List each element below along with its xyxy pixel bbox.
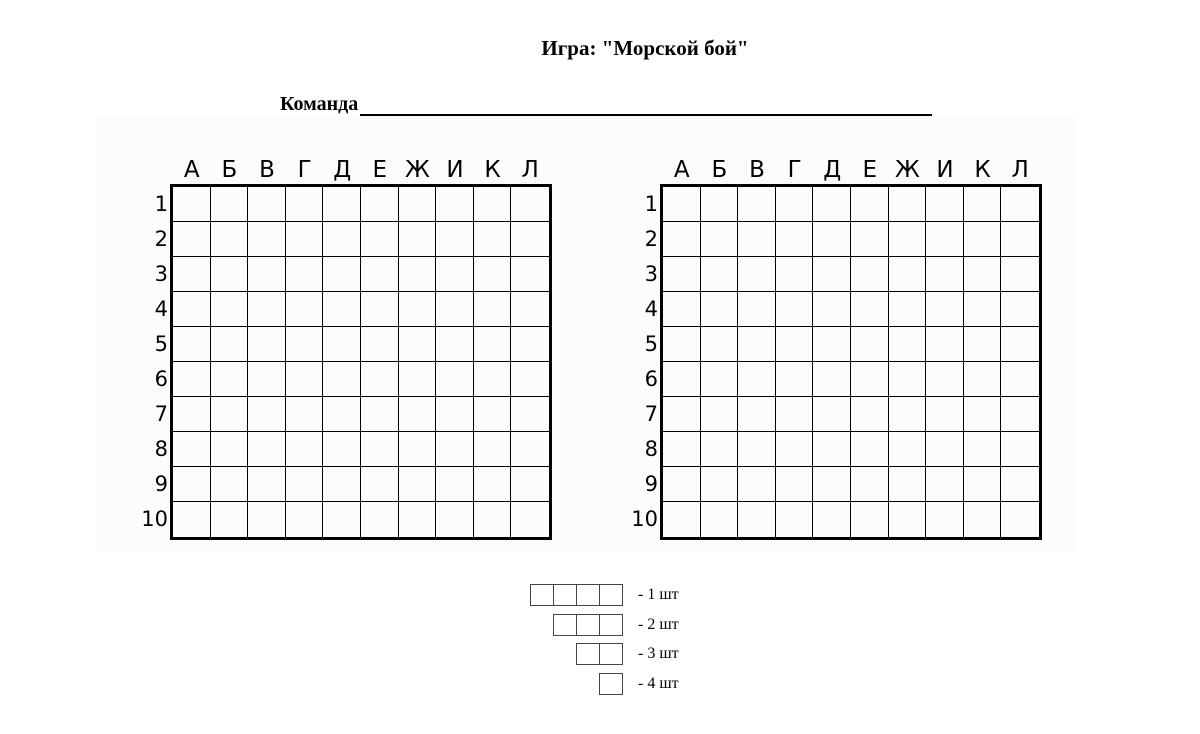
ship-icon (554, 614, 623, 636)
board-cell[interactable] (964, 502, 1002, 537)
board-cell[interactable] (663, 432, 701, 467)
board-cell[interactable] (926, 222, 964, 257)
board-cell[interactable] (286, 362, 324, 397)
board-cell[interactable] (1001, 292, 1039, 327)
column-label: Л (521, 157, 539, 183)
board-cell[interactable] (248, 187, 286, 222)
board-cell[interactable] (851, 432, 889, 467)
board-cell[interactable] (511, 397, 549, 432)
board-cell[interactable] (889, 432, 927, 467)
board-cell[interactable] (738, 397, 776, 432)
row-label: 6 (644, 367, 658, 391)
board-cell[interactable] (813, 397, 851, 432)
legend-count: - 3 шт (638, 645, 679, 662)
row-label: 9 (154, 472, 168, 496)
board-cell[interactable] (663, 362, 701, 397)
board-cell[interactable] (248, 362, 286, 397)
board-cell[interactable] (173, 292, 211, 327)
board-cell[interactable] (511, 222, 549, 257)
board-cell[interactable] (813, 432, 851, 467)
board-cell[interactable] (776, 502, 814, 537)
board-cell[interactable] (399, 187, 437, 222)
row-label: 5 (644, 332, 658, 356)
board-cell[interactable] (436, 397, 474, 432)
row-label: 8 (154, 437, 168, 461)
board-cell[interactable] (738, 362, 776, 397)
column-label: В (259, 157, 275, 183)
board-cell[interactable] (399, 327, 437, 362)
board-cell[interactable] (851, 397, 889, 432)
column-label: Ж (895, 157, 920, 183)
board-cell[interactable] (323, 292, 361, 327)
board-cell[interactable] (323, 467, 361, 502)
board-cell[interactable] (738, 327, 776, 362)
board-cell[interactable] (511, 327, 549, 362)
board-cell[interactable] (173, 222, 211, 257)
board-cell[interactable] (926, 257, 964, 292)
board-cell[interactable] (286, 397, 324, 432)
board-cell[interactable] (399, 222, 437, 257)
row-label: 8 (644, 437, 658, 461)
boards-sheet (96, 116, 1074, 552)
board-cell[interactable] (248, 292, 286, 327)
column-label: Ж (405, 157, 430, 183)
board-cell[interactable] (964, 257, 1002, 292)
board-cell[interactable] (813, 467, 851, 502)
board-cell[interactable] (323, 187, 361, 222)
board-cell[interactable] (436, 362, 474, 397)
column-label: Б (711, 157, 728, 183)
board-cell[interactable] (211, 327, 249, 362)
column-label: Г (297, 157, 312, 183)
board-cell[interactable] (701, 362, 739, 397)
board-cell[interactable] (1001, 502, 1039, 537)
board-cell[interactable] (211, 362, 249, 397)
board-cell[interactable] (474, 467, 512, 502)
board-cell[interactable] (738, 467, 776, 502)
board-cell[interactable] (511, 257, 549, 292)
board-grid (170, 184, 552, 540)
board-cell[interactable] (211, 222, 249, 257)
column-label: Е (862, 157, 878, 183)
board-cell[interactable] (889, 502, 927, 537)
board-cell[interactable] (474, 327, 512, 362)
row-label: 1 (154, 192, 168, 216)
board-cell[interactable] (173, 467, 211, 502)
column-label: Е (372, 157, 388, 183)
board-cell[interactable] (776, 292, 814, 327)
board-cell[interactable] (701, 187, 739, 222)
board-cell[interactable] (738, 292, 776, 327)
board-cell[interactable] (436, 222, 474, 257)
board-cell[interactable] (323, 432, 361, 467)
board-cell[interactable] (474, 222, 512, 257)
row-label: 10 (141, 507, 168, 531)
board-cell[interactable] (663, 257, 701, 292)
board-cell[interactable] (663, 397, 701, 432)
board-cell[interactable] (813, 187, 851, 222)
column-label: Б (221, 157, 238, 183)
board-cell[interactable] (701, 432, 739, 467)
board-cell[interactable] (813, 292, 851, 327)
row-label: 10 (631, 507, 658, 531)
board-cell[interactable] (889, 467, 927, 502)
board-cell[interactable] (851, 257, 889, 292)
row-label: 5 (154, 332, 168, 356)
column-label: А (673, 157, 690, 183)
board-cell[interactable] (926, 502, 964, 537)
row-label: 4 (154, 297, 168, 321)
board-cell[interactable] (361, 397, 399, 432)
board-cell[interactable] (323, 257, 361, 292)
board-cell[interactable] (173, 432, 211, 467)
board-cell[interactable] (851, 502, 889, 537)
board-cell[interactable] (211, 187, 249, 222)
board-cell[interactable] (248, 432, 286, 467)
board-cell[interactable] (1001, 432, 1039, 467)
board-cell[interactable] (361, 292, 399, 327)
board-cell[interactable] (889, 362, 927, 397)
board-cell[interactable] (323, 502, 361, 537)
board-cell[interactable] (436, 292, 474, 327)
board-cell[interactable] (926, 327, 964, 362)
column-label: Л (1011, 157, 1029, 183)
board-cell[interactable] (286, 327, 324, 362)
board-cell[interactable] (511, 362, 549, 397)
board-cell[interactable] (323, 362, 361, 397)
board-cell[interactable] (813, 222, 851, 257)
row-label: 9 (644, 472, 658, 496)
board-cell[interactable] (1001, 222, 1039, 257)
board-cell[interactable] (361, 222, 399, 257)
board-cell[interactable] (813, 362, 851, 397)
board-cell[interactable] (436, 467, 474, 502)
board-cell[interactable] (286, 502, 324, 537)
board-cell[interactable] (361, 467, 399, 502)
board-cell[interactable] (399, 257, 437, 292)
board-cell[interactable] (248, 502, 286, 537)
legend-count: - 2 шт (638, 615, 679, 633)
board-cell[interactable] (1001, 467, 1039, 502)
board-cell[interactable] (399, 502, 437, 537)
ship-icon (577, 643, 623, 665)
legend-count: - 1 шт (638, 586, 679, 603)
board-cell[interactable] (701, 257, 739, 292)
board-cell[interactable] (361, 257, 399, 292)
row-label: 6 (154, 367, 168, 391)
board-cell[interactable] (248, 222, 286, 257)
board-cell[interactable] (964, 187, 1002, 222)
board-cell[interactable] (889, 292, 927, 327)
board-cell[interactable] (851, 292, 889, 327)
board-cell[interactable] (436, 502, 474, 537)
board-cell[interactable] (474, 292, 512, 327)
legend-item (520, 673, 740, 695)
board-cell[interactable] (436, 187, 474, 222)
board-cell[interactable] (474, 432, 512, 467)
board-cell[interactable] (211, 257, 249, 292)
game-title: Игра: "Морской бой" (541, 36, 749, 60)
board-cell[interactable] (399, 432, 437, 467)
board-cell[interactable] (286, 292, 324, 327)
board-cell[interactable] (211, 467, 249, 502)
board-cell[interactable] (926, 292, 964, 327)
board-cell[interactable] (286, 187, 324, 222)
board-cell[interactable] (701, 222, 739, 257)
board-cell[interactable] (926, 397, 964, 432)
board-grid (660, 184, 1042, 540)
board-cell[interactable] (511, 467, 549, 502)
board-cell[interactable] (889, 397, 927, 432)
board-cell[interactable] (399, 467, 437, 502)
board-cell[interactable] (323, 327, 361, 362)
board-cell[interactable] (964, 292, 1002, 327)
board-cell[interactable] (964, 362, 1002, 397)
board-cell[interactable] (701, 292, 739, 327)
board-cell[interactable] (361, 187, 399, 222)
board-cell[interactable] (361, 362, 399, 397)
board-cell[interactable] (776, 397, 814, 432)
column-label: Д (823, 157, 842, 183)
board-cell[interactable] (211, 502, 249, 537)
board-cell[interactable] (701, 327, 739, 362)
board-cell[interactable] (286, 432, 324, 467)
board-cell[interactable] (248, 467, 286, 502)
row-label: 7 (644, 402, 658, 426)
ship-icon (531, 584, 623, 606)
board-cell[interactable] (964, 467, 1002, 502)
column-label: И (936, 157, 954, 183)
row-label: 1 (644, 192, 658, 216)
board-cell[interactable] (1001, 257, 1039, 292)
board-cell[interactable] (738, 432, 776, 467)
board-cell[interactable] (248, 327, 286, 362)
board-cell[interactable] (436, 327, 474, 362)
board-cell[interactable] (173, 362, 211, 397)
team-name-line[interactable] (360, 92, 932, 116)
board-cell[interactable] (663, 467, 701, 502)
board-cell[interactable] (738, 187, 776, 222)
board-cell[interactable] (738, 257, 776, 292)
board-cell[interactable] (211, 292, 249, 327)
board-cell[interactable] (323, 397, 361, 432)
board-cell[interactable] (926, 187, 964, 222)
board-cell[interactable] (964, 397, 1002, 432)
team-label: Команда (280, 93, 359, 115)
board-cell[interactable] (173, 502, 211, 537)
row-label: 2 (644, 227, 658, 251)
legend-count: - 4 шт (638, 674, 679, 692)
board-cell[interactable] (361, 502, 399, 537)
board-cell[interactable] (436, 257, 474, 292)
board-cell[interactable] (173, 187, 211, 222)
board-cell[interactable] (851, 222, 889, 257)
legend-item (520, 584, 740, 606)
column-label: И (446, 157, 464, 183)
board-cell[interactable] (851, 362, 889, 397)
legend-item (520, 643, 740, 665)
board-cell[interactable] (813, 257, 851, 292)
board-cell[interactable] (738, 502, 776, 537)
board-cell[interactable] (776, 327, 814, 362)
board-cell[interactable] (399, 362, 437, 397)
row-label: 7 (154, 402, 168, 426)
board-cell[interactable] (1001, 187, 1039, 222)
column-label: К (484, 157, 501, 183)
board-cell[interactable] (211, 397, 249, 432)
board-cell[interactable] (361, 432, 399, 467)
board-cell[interactable] (776, 467, 814, 502)
board-cell[interactable] (813, 327, 851, 362)
board-cell[interactable] (436, 432, 474, 467)
row-label: 4 (644, 297, 658, 321)
board-cell[interactable] (889, 187, 927, 222)
board-cell[interactable] (361, 327, 399, 362)
board-cell[interactable] (474, 397, 512, 432)
ship-icon (600, 673, 623, 695)
board-cell[interactable] (663, 292, 701, 327)
board-cell[interactable] (173, 257, 211, 292)
board-cell[interactable] (776, 222, 814, 257)
board-cell[interactable] (511, 502, 549, 537)
board-cell[interactable] (889, 257, 927, 292)
board-cell[interactable] (701, 502, 739, 537)
board-cell[interactable] (399, 397, 437, 432)
board-cell[interactable] (926, 467, 964, 502)
board-cell[interactable] (813, 502, 851, 537)
board-cell[interactable] (286, 222, 324, 257)
column-label: К (974, 157, 991, 183)
column-label: А (183, 157, 200, 183)
board-cell[interactable] (964, 222, 1002, 257)
board-cell[interactable] (889, 222, 927, 257)
board-cell[interactable] (701, 397, 739, 432)
board-cell[interactable] (286, 257, 324, 292)
board-cell[interactable] (286, 467, 324, 502)
legend-item (520, 614, 740, 636)
row-label: 3 (644, 262, 658, 286)
board-cell[interactable] (851, 187, 889, 222)
board-cell[interactable] (173, 397, 211, 432)
board-cell[interactable] (701, 467, 739, 502)
board-cell[interactable] (776, 432, 814, 467)
board-cell[interactable] (776, 257, 814, 292)
board-cell[interactable] (173, 327, 211, 362)
board-cell[interactable] (663, 222, 701, 257)
board-cell[interactable] (1001, 397, 1039, 432)
column-label: Д (333, 157, 352, 183)
board-cell[interactable] (776, 187, 814, 222)
row-label: 2 (154, 227, 168, 251)
board-cell[interactable] (474, 187, 512, 222)
team-field (280, 92, 932, 116)
board-cell[interactable] (211, 432, 249, 467)
board-cell[interactable] (926, 432, 964, 467)
board-cell[interactable] (474, 362, 512, 397)
board-cell[interactable] (399, 292, 437, 327)
board-cell[interactable] (776, 362, 814, 397)
board-cell[interactable] (1001, 327, 1039, 362)
board-cell[interactable] (1001, 362, 1039, 397)
board-cell[interactable] (663, 187, 701, 222)
board-cell[interactable] (663, 327, 701, 362)
board-cell[interactable] (474, 502, 512, 537)
board-cell[interactable] (964, 432, 1002, 467)
column-label: В (749, 157, 765, 183)
board-cell[interactable] (248, 397, 286, 432)
board-cell[interactable] (474, 257, 512, 292)
board-cell[interactable] (323, 222, 361, 257)
board-cell[interactable] (663, 502, 701, 537)
board-cell[interactable] (851, 327, 889, 362)
board-cell[interactable] (511, 292, 549, 327)
board-cell[interactable] (511, 187, 549, 222)
board-cell[interactable] (851, 467, 889, 502)
board-cell[interactable] (738, 222, 776, 257)
board-cell[interactable] (511, 432, 549, 467)
board-cell[interactable] (926, 362, 964, 397)
board-cell[interactable] (248, 257, 286, 292)
board-cell[interactable] (964, 327, 1002, 362)
board-cell[interactable] (889, 327, 927, 362)
row-label: 3 (154, 262, 168, 286)
column-label: Г (787, 157, 802, 183)
